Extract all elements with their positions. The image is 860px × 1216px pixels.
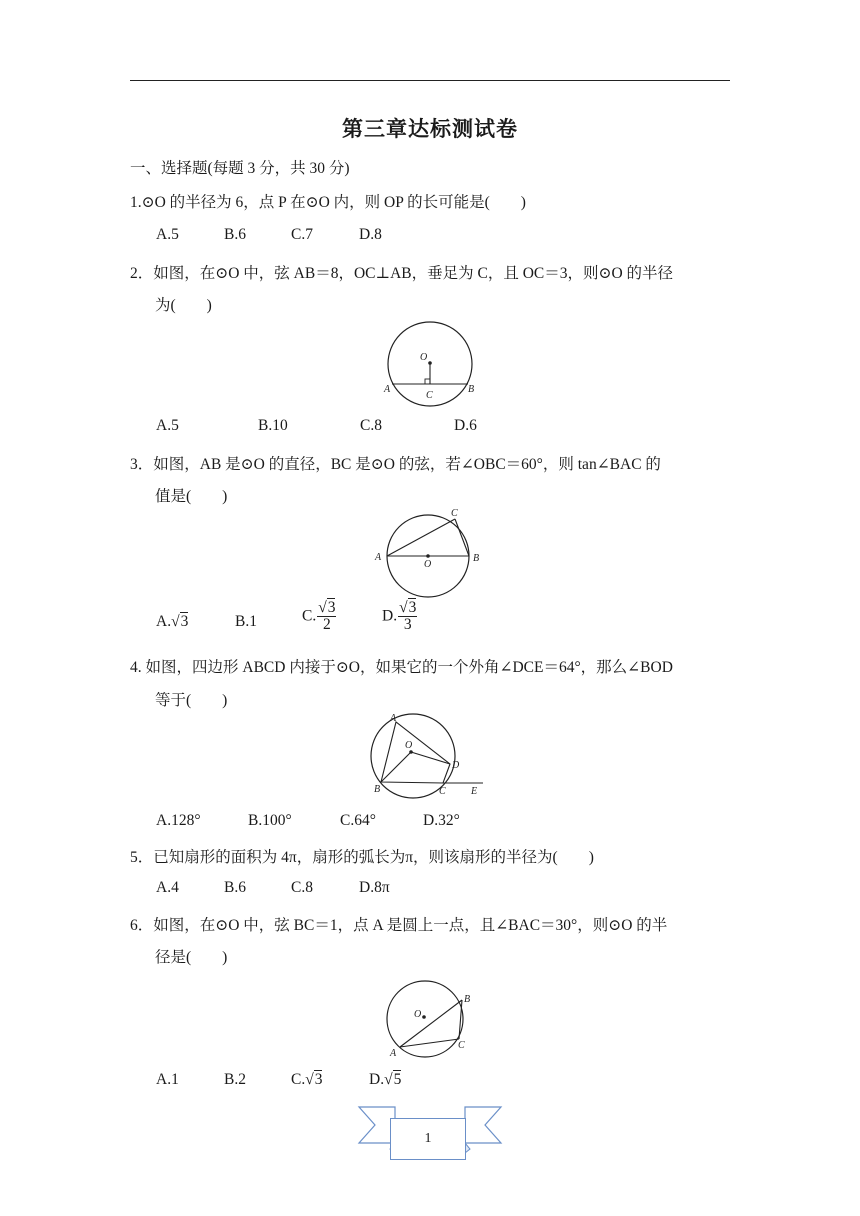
q2-label-c: C <box>426 390 433 401</box>
question-4-line2: 等于( ) <box>155 692 228 709</box>
question-3-line1: 3．如图，AB 是⊙O 的直径，BC 是⊙O 的弦，若∠OBC＝60°，则 tan∠BAC 的 <box>130 456 661 473</box>
q1-option-b: B.6 <box>224 226 246 243</box>
q3-option-d <box>382 600 417 634</box>
q3-option-a: A.√3 <box>156 613 189 630</box>
ribbon-right-tail <box>465 1107 501 1143</box>
q3-label-a: A <box>375 552 382 563</box>
q6-label-b: B <box>464 994 471 1005</box>
q3-option-c-fraction: $\frac{√3}{2}$ <box>318 599 336 634</box>
q6-option-c-radicand: 3 <box>314 1071 323 1088</box>
page-title: 第三章达标测试卷 <box>342 117 518 141</box>
page-number: 1 <box>390 1118 466 1160</box>
q1-option-a: A.5 <box>156 226 179 243</box>
q5-option-b: B.6 <box>224 879 246 896</box>
question-6-line2: 径是( ) <box>155 949 228 966</box>
q2-option-a: A.5 <box>156 417 179 434</box>
top-rule <box>130 80 730 81</box>
q1-option-d: D.8 <box>359 226 382 243</box>
q3-option-d-numerator: 3 <box>408 599 417 616</box>
q6-circle <box>387 981 463 1057</box>
q2-option-c: C.8 <box>360 417 382 434</box>
q3-chord-bc <box>455 519 469 556</box>
question-5-text: 5．已知扇形的面积为 4π，扇形的弧长为π，则该扇形的半径为( ) <box>130 849 594 866</box>
q2-center-point <box>428 361 432 365</box>
question-2-line2: 为( ) <box>155 297 212 314</box>
q3-option-b: B.1 <box>235 613 257 630</box>
q3-option-a-radicand: 3 <box>180 613 189 630</box>
question-1-text: 1.⊙O 的半径为 6，点 P 在⊙O 内，则 OP 的长可能是( ) <box>130 194 526 211</box>
question-4-line1: 4. 如图，四边形 ABCD 内接于⊙O，如果它的一个外角∠DCE＝64°，那么∠BOD <box>130 659 673 676</box>
q4-label-c: C <box>439 786 446 797</box>
q6-option-a: A.1 <box>156 1071 179 1088</box>
q2-label-b: B <box>468 384 475 395</box>
q3-option-a-prefix: A. <box>156 613 172 630</box>
q6-circle-figure <box>382 975 482 1063</box>
q6-center-point <box>422 1015 426 1019</box>
q2-option-b: B.10 <box>258 417 288 434</box>
q3-option-d-denominator: 3 <box>403 616 412 634</box>
q3-label-o: O <box>424 559 432 570</box>
q2-right-angle-mark <box>425 379 430 384</box>
q6-option-b: B.2 <box>224 1071 246 1088</box>
q6-option-d-radicand: 5 <box>393 1071 402 1088</box>
q3-option-c-denominator: 2 <box>322 616 331 634</box>
q2-label-o: O <box>420 352 428 363</box>
q1-option-c: C.7 <box>291 226 313 243</box>
q6-label-c: C <box>458 1040 465 1051</box>
q4-option-a: A.128° <box>156 812 201 829</box>
q4-label-e: E <box>471 786 478 797</box>
q3-center-point <box>426 554 430 558</box>
q3-circle-figure <box>370 505 490 600</box>
q6-option-c-prefix: C. <box>291 1071 306 1088</box>
question-6-line1: 6．如图，在⊙O 中，弦 BC＝1，点 A 是圆上一点，且∠BAC＝30°，则⊙O 的半 <box>130 917 668 934</box>
q2-label-a: A <box>384 384 391 395</box>
q2-option-d: D.6 <box>454 417 477 434</box>
q4-option-b: B.100° <box>248 812 292 829</box>
q4-label-o: O <box>405 740 413 751</box>
section-heading: 一、选择题(每题 3 分，共 30 分) <box>130 160 350 177</box>
q3-option-c <box>302 600 336 634</box>
q4-quadrilateral-abcd <box>381 722 450 783</box>
q6-option-c: C.√3 <box>291 1071 323 1088</box>
q5-option-c: C.8 <box>291 879 313 896</box>
q4-segment-ob <box>381 752 411 782</box>
q3-option-d-fraction: $\frac{√3}{3}$ <box>399 599 417 634</box>
q3-option-c-prefix: C. <box>302 607 317 625</box>
q4-option-d: D.32° <box>423 812 460 829</box>
q6-label-o: O <box>414 1009 422 1020</box>
q3-label-b: B <box>473 553 480 564</box>
q5-option-d: D.8π <box>359 879 390 896</box>
question-2-line1: 2．如图，在⊙O 中，弦 AB＝8，OC⊥AB，垂足为 C，且 OC＝3，则⊙O 的半径 <box>130 265 674 282</box>
q3-chord-ac <box>387 519 455 556</box>
q3-label-c: C <box>451 508 458 519</box>
q4-option-c: C.64° <box>340 812 376 829</box>
q3-option-c-numerator: 3 <box>327 599 336 616</box>
q4-label-d: D <box>452 760 460 771</box>
q6-option-d-prefix: D. <box>369 1071 385 1088</box>
q4-circle-figure <box>368 712 493 804</box>
q6-option-d: D.√5 <box>369 1071 402 1088</box>
q4-segment-od <box>411 752 450 764</box>
q3-option-d-prefix: D. <box>382 607 398 625</box>
question-3-line2: 值是( ) <box>155 488 228 505</box>
q6-label-a: A <box>390 1048 397 1059</box>
q4-label-b: B <box>374 784 381 795</box>
q5-option-a: A.4 <box>156 879 179 896</box>
q2-circle-figure <box>380 320 490 408</box>
q4-label-a: A <box>390 713 397 724</box>
